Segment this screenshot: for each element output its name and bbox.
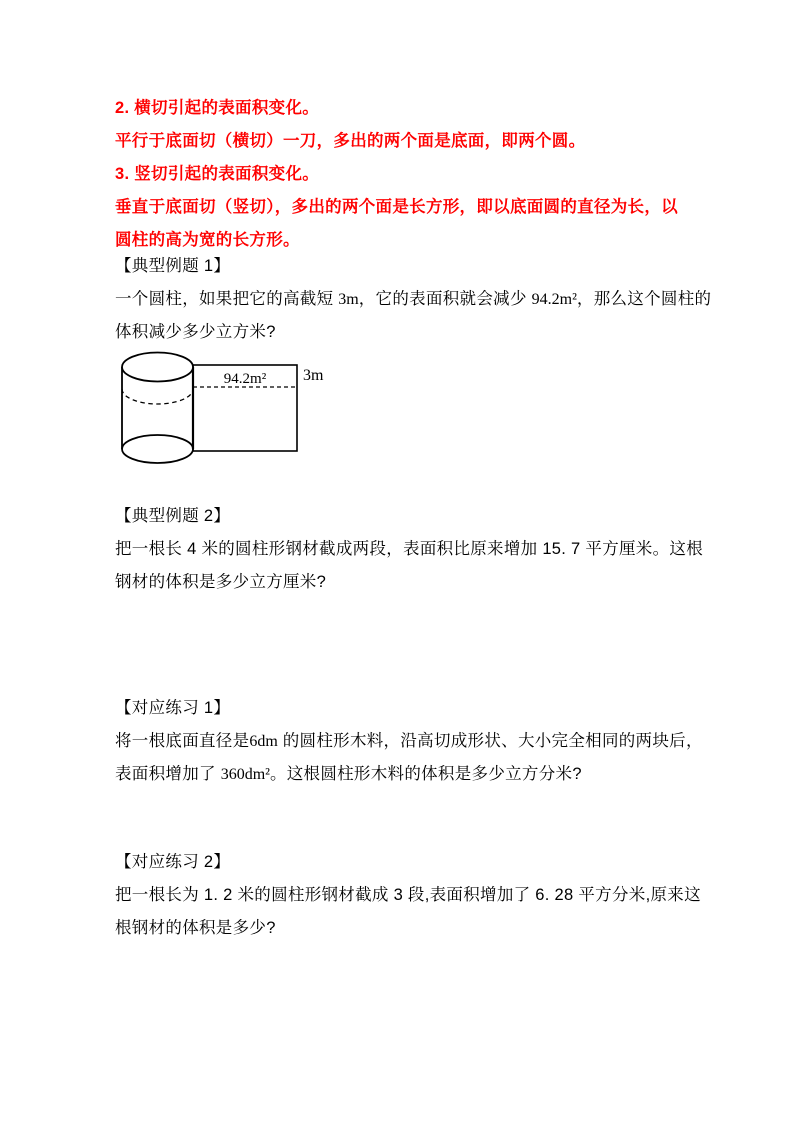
example-1-text-c: ，那么这个圆柱的	[576, 290, 712, 308]
figure-area-label: 94.2m²	[223, 371, 267, 387]
practice-2-problem-line-2: 根钢材的体积是多少?	[115, 919, 276, 937]
example-1-problem-line-1	[115, 283, 712, 316]
example-2-section	[115, 500, 704, 599]
note-line-vertcut-title: 3. 竖切引起的表面积变化。	[115, 165, 320, 183]
example-1-text-a: 一个圆柱，如果把它的高截短	[115, 290, 339, 308]
practice-1-text-a: 将一根底面直径是	[115, 732, 250, 750]
cylinder-top-ellipse	[122, 353, 193, 382]
example-1-problem-line-2: 体积减少多少立方米?	[115, 323, 276, 341]
note-line-vertcut-detail-1: 垂直于底面切（竖切），多出的两个面是长方形，即以底面圆的直径为长，以	[115, 198, 678, 216]
practice-1-problem-line-2	[115, 758, 685, 791]
example-1-section	[115, 250, 712, 349]
practice-1-value-area: 360dm²	[220, 766, 270, 783]
practice-2-heading: 【对应练习 2】	[115, 853, 231, 871]
practice-1-section	[115, 692, 703, 791]
practice-1-text-c: 表面积增加了	[115, 765, 221, 783]
practice-1-value-diameter: 6dm	[249, 733, 278, 750]
example-1-heading: 【典型例题 1】	[115, 257, 231, 275]
practice-1-text-b: 的圆柱形木料，沿高切成形状、大小完全相同的两块后，	[277, 732, 703, 750]
note-line-crosscut-detail: 平行于底面切（横切）一刀，多出的两个面是底面，即两个圆。	[115, 132, 586, 150]
practice-1-problem-line-1	[115, 725, 703, 758]
note-line-vertcut-detail-2: 圆柱的高为宽的长方形。	[115, 231, 300, 249]
example-1-value-area: 94.2m²	[531, 291, 577, 308]
practice-2-problem-line-1: 把一根长为 1. 2 米的圆柱形钢材截成 3 段,表面积增加了 6. 28 平方分米,原来这	[115, 886, 701, 904]
cylinder-cut-dashed-arc	[122, 389, 193, 404]
cylinder-cut-diagram	[110, 350, 345, 472]
figure-height-label: 3m	[303, 367, 324, 384]
example-2-problem-line-1: 把一根长 4 米的圆柱形钢材截成两段，表面积比原来增加 15. 7 平方厘米。这根	[115, 540, 704, 558]
cylinder-bottom-ellipse	[122, 435, 193, 463]
practice-1-heading: 【对应练习 1】	[115, 699, 231, 717]
practice-2-section	[115, 846, 701, 945]
practice-1-text-d: 。这根圆柱形木料的体积是多少立方分米?	[269, 765, 582, 783]
intro-notes	[115, 92, 685, 257]
example-2-problem-line-2: 钢材的体积是多少立方厘米?	[115, 573, 327, 591]
example-2-heading: 【典型例题 2】	[115, 507, 231, 525]
example-1-text-b: ，它的表面积就会减少	[358, 290, 532, 308]
example-1-value-height: 3m	[338, 291, 359, 308]
note-line-crosscut-title: 2. 横切引起的表面积变化。	[115, 99, 320, 117]
